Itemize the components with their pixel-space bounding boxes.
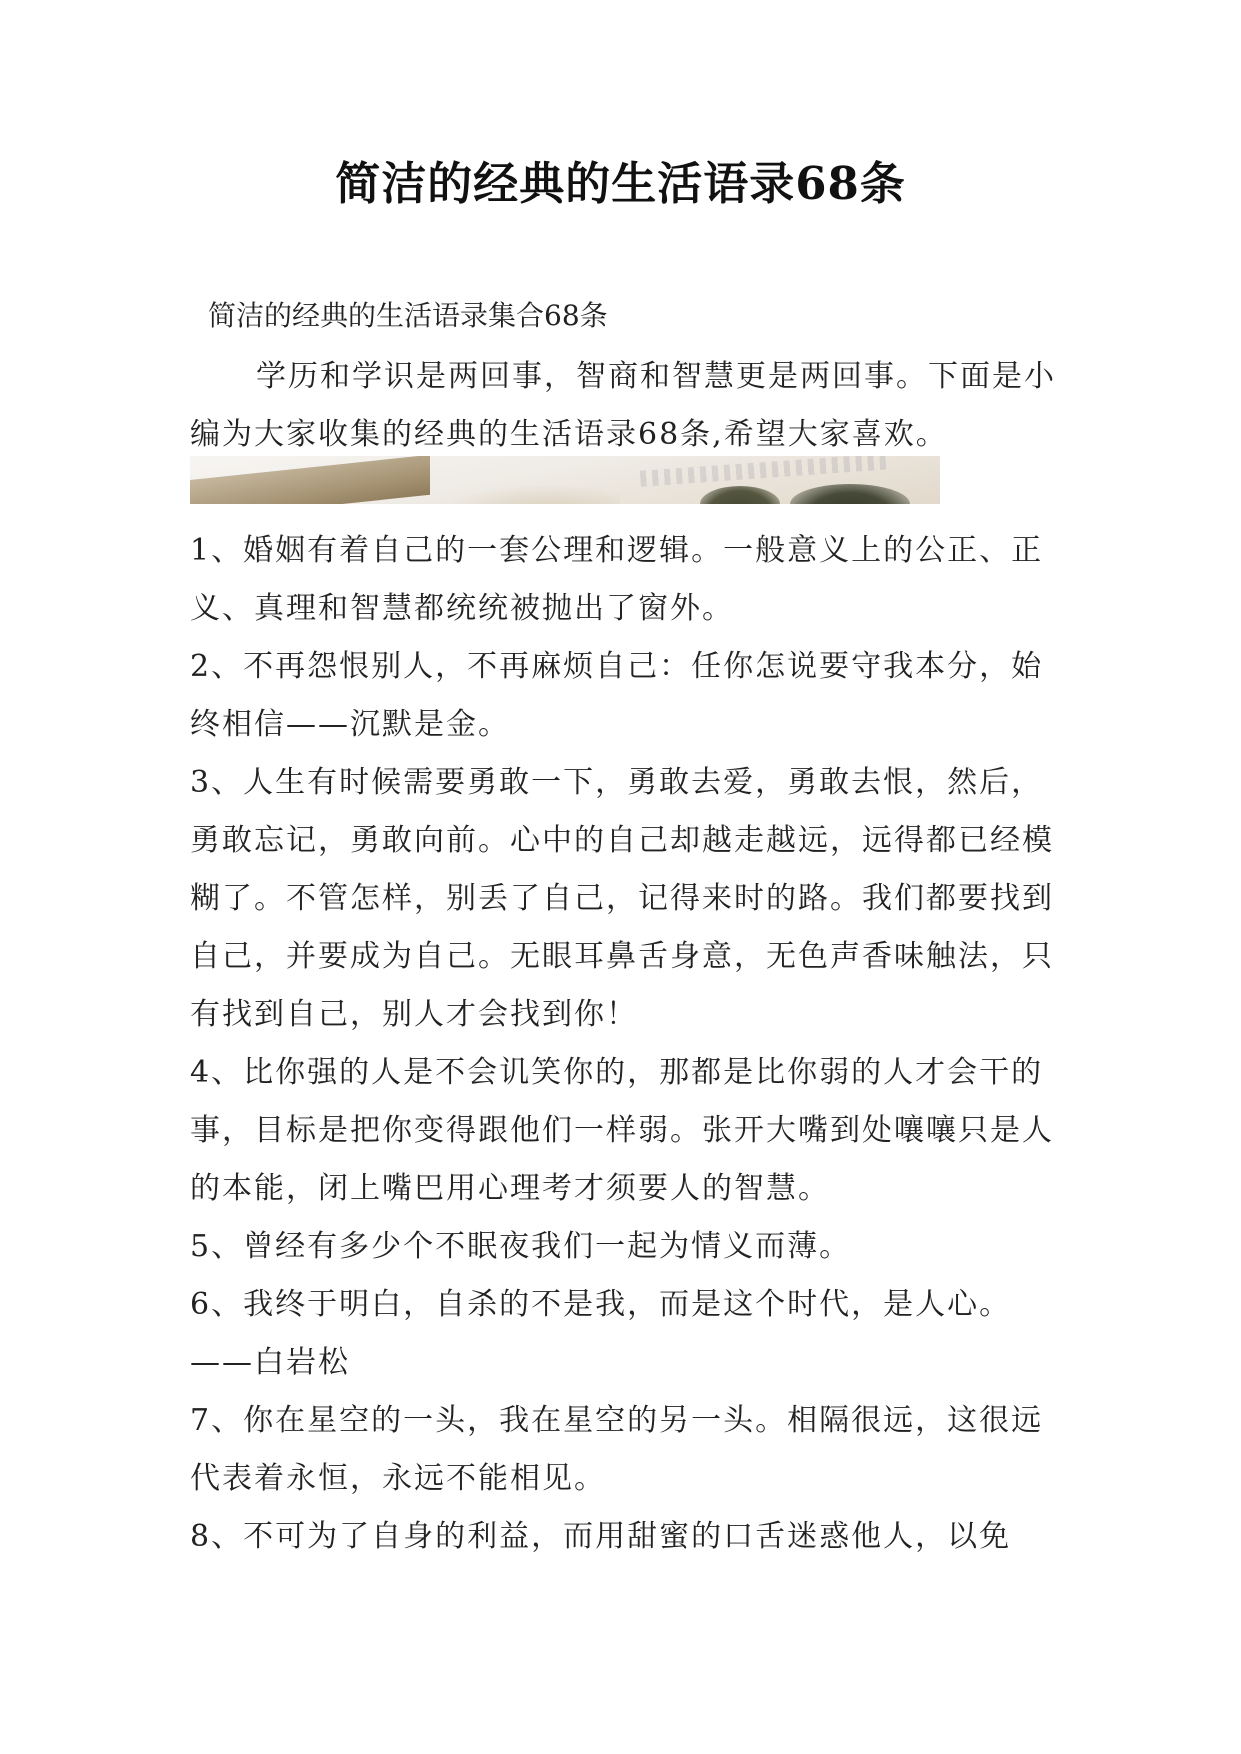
document-subtitle: 简洁的经典的生活语录集合68条 xyxy=(208,299,608,332)
quote-item: 5、曾经有多少个不眠夜我们一起为情义而薄。 xyxy=(190,1229,852,1264)
quote-item: 8、不可为了自身的利益，而用甜蜜的口舌迷惑他人，以免 xyxy=(190,1519,1012,1554)
quote-list xyxy=(190,522,1070,1566)
quote-item: 6、我终于明白，自杀的不是我，而是这个时代，是人心。——白岩松 xyxy=(190,1287,1012,1380)
quote-item: 2、不再怨恨别人，不再麻烦自己：任你怎说要守我本分，始终相信——沉默是金。 xyxy=(190,649,1044,742)
quote-item: 7、你在星空的一头，我在星空的另一头。相隔很远，这很远代表着永恒，永远不能相见。 xyxy=(190,1403,1044,1496)
page-title: 简洁的经典的生活语录68条 xyxy=(335,157,906,210)
decorative-photo-strip xyxy=(190,456,940,504)
intro-paragraph: 学历和学识是两回事，智商和智慧更是两回事。下面是小编为大家收集的经典的生活语录68条,希望大家喜欢。 xyxy=(190,359,1056,452)
quote-item: 1、婚姻有着自己的一套公理和逻辑。一般意义上的公正、正义、真理和智慧都统统被抛出了窗外。 xyxy=(190,533,1044,626)
quote-item: 3、人生有时候需要勇敢一下，勇敢去爱，勇敢去恨，然后，勇敢忘记，勇敢向前。心中的自己却越走越远，远得都已经模糊了。不管怎样，别丢了自己，记得来时的路。我们都要找到自己，并要成为自己。无眼耳鼻舌身意，无色声香味触法，只有找到自己，别人才会找到你！ xyxy=(190,765,1054,1032)
quote-item: 4、比你强的人是不会讥笑你的，那都是比你弱的人才会干的事，目标是把你变得跟他们一样弱。张开大嘴到处嚷嚷只是人的本能，闭上嘴巴用心理考才须要人的智慧。 xyxy=(190,1055,1054,1206)
photo-shadow xyxy=(440,484,620,504)
